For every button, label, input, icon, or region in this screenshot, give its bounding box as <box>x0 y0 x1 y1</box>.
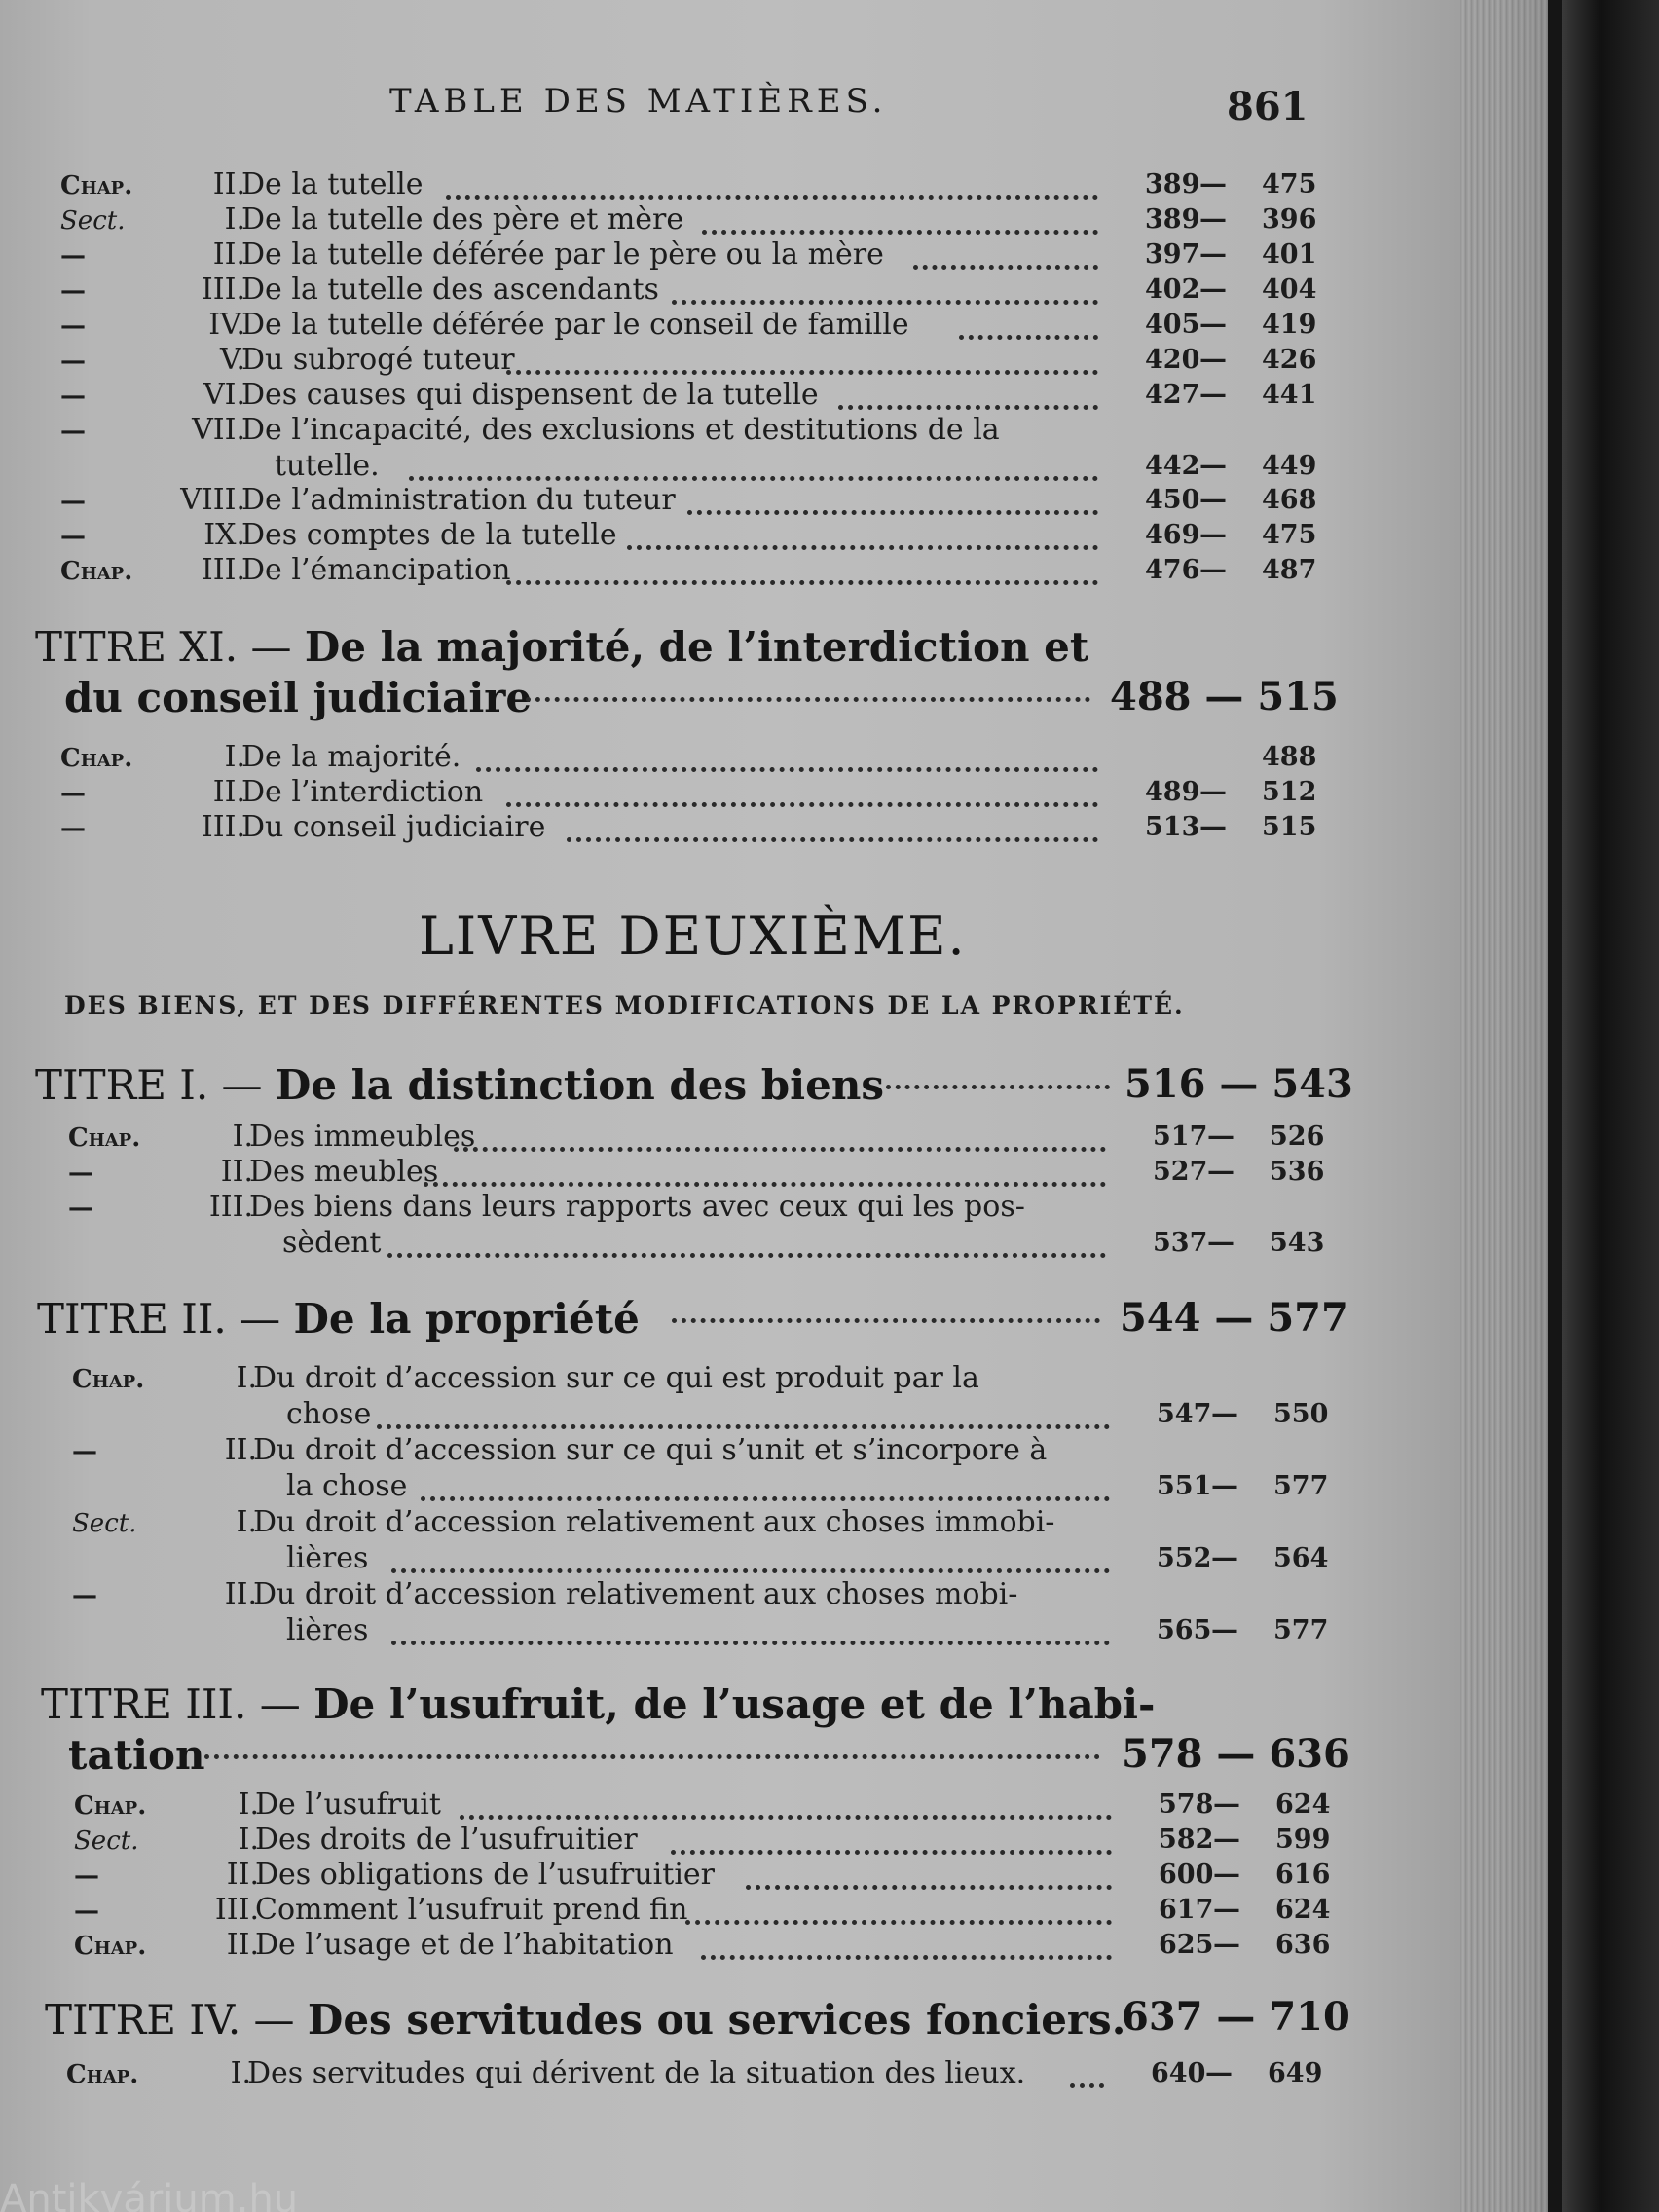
entry-title: Des droits de l’usufruitier <box>255 1823 638 1857</box>
leader-dots <box>506 349 1099 375</box>
entry-title: Du droit d’accession relativement aux choses mobi- <box>253 1577 1018 1611</box>
page-edges <box>1460 0 1548 2212</box>
page-end: 616 <box>1275 1860 1331 1890</box>
entry-number: II. <box>224 1433 257 1467</box>
entry-kind: — <box>68 1194 93 1223</box>
toc-entry <box>12 1361 1375 1431</box>
leader-dots <box>838 384 1099 410</box>
page-range-dash: — <box>1213 1928 1240 1960</box>
leader-dots <box>671 1828 1113 1855</box>
titre-xi-pages: 488 — 515 <box>1110 674 1339 719</box>
titre-iv-label: TITRE IV. — <box>45 1996 295 2044</box>
page-end: 624 <box>1275 1895 1331 1925</box>
page-start: 450 <box>1145 485 1200 515</box>
leader-dots <box>391 1547 1110 1573</box>
entry-number: VIII. <box>180 483 245 517</box>
leader-dots <box>506 559 1099 585</box>
toc-entry <box>12 1505 1375 1575</box>
leader-dots <box>391 1619 1110 1645</box>
toc-entry <box>0 740 1363 775</box>
book-spine <box>1562 0 1659 2212</box>
page-start: 527 <box>1153 1157 1208 1187</box>
entry-title: Des obligations de l’usufruitier <box>255 1858 716 1892</box>
page-start: 551 <box>1157 1471 1212 1501</box>
entry-number: III. <box>201 553 245 587</box>
page-start: 442 <box>1145 451 1200 481</box>
page-start: 582 <box>1159 1825 1214 1855</box>
page-range-dash: — <box>1199 518 1227 550</box>
entry-number: V. <box>220 343 245 377</box>
toc-entry <box>0 810 1363 845</box>
titre-xi-line1: De la majorité, de l’interdiction et <box>304 623 1089 671</box>
page-start: 617 <box>1159 1895 1214 1925</box>
titre-iv-pages: 637 — 710 <box>1122 1994 1350 2040</box>
leader-dots <box>409 455 1098 481</box>
page-end: 564 <box>1273 1543 1329 1573</box>
leader-dots <box>506 781 1099 807</box>
titre-ii-label: TITRE II. — <box>37 1295 281 1343</box>
entry-kind: Chap. <box>74 1932 147 1961</box>
page-start: 389 <box>1145 204 1200 235</box>
entry-continuation: lières <box>286 1541 369 1575</box>
page-start: 397 <box>1145 240 1200 270</box>
toc-entry <box>0 483 1363 518</box>
entry-number: II. <box>212 775 245 809</box>
page-range-dash: — <box>1213 1823 1240 1855</box>
titre-ii-pages: 544 — 577 <box>1120 1295 1348 1341</box>
page-start: 565 <box>1157 1615 1212 1645</box>
leader-dots <box>460 1793 1113 1820</box>
titre-iii-line1: De l’usufruit, de l’usage et de l’habi- <box>313 1680 1156 1728</box>
entry-number: II. <box>224 1577 257 1611</box>
entry-number: I. <box>236 1361 257 1395</box>
toc-entry <box>0 238 1363 273</box>
page-range-dash: — <box>1199 483 1227 515</box>
leader-dots <box>687 489 1099 515</box>
toc-entry <box>14 1858 1377 1893</box>
entry-continuation: sèdent <box>282 1226 382 1260</box>
leader-dots <box>204 1733 1100 1759</box>
entry-kind: Chap. <box>68 1124 141 1153</box>
page-range-dash: — <box>1199 308 1227 340</box>
entry-kind: — <box>60 241 86 271</box>
leader-dots <box>746 1863 1112 1890</box>
page-start: 578 <box>1159 1789 1214 1820</box>
entry-title: De l’usufruit <box>255 1788 441 1822</box>
entry-title: De l’administration du tuteur <box>241 483 676 517</box>
entry-number: I. <box>238 1788 259 1822</box>
page-range-dash: — <box>1199 273 1227 305</box>
leader-dots <box>377 1403 1110 1429</box>
leader-dots <box>685 1899 1112 1925</box>
page-start: 552 <box>1157 1543 1212 1573</box>
leader-dots <box>913 243 1098 270</box>
entry-kind: — <box>68 1159 93 1188</box>
leader-dots <box>526 676 1090 702</box>
titre-xi-heading <box>35 623 1088 671</box>
leader-dots <box>1070 2062 1104 2088</box>
titre-ii-text: De la propriété <box>293 1295 640 1343</box>
toc-entry <box>12 1577 1375 1647</box>
entry-kind: — <box>74 1897 99 1926</box>
entry-title: De la majorité. <box>241 740 461 774</box>
page-range-dash: — <box>1211 1613 1238 1645</box>
entry-title: De la tutelle des père et mère <box>241 203 684 237</box>
titre-i-label: TITRE I. — <box>35 1061 263 1109</box>
entry-title: De la tutelle déférée par le père ou la mère <box>241 238 884 272</box>
page-range-dash: — <box>1199 449 1227 481</box>
leader-dots <box>476 746 1099 772</box>
toc-entry <box>14 1893 1377 1928</box>
page-range-dash: — <box>1211 1397 1238 1429</box>
entry-number: VII. <box>192 413 245 447</box>
entry-number: VI. <box>203 378 245 412</box>
titre-iii-line2 <box>68 1731 205 1779</box>
entry-title: Du droit d’accession sur ce qui s’unit et s’incorpore à <box>253 1433 1048 1467</box>
entry-title: Des servitudes qui dérivent de la situation des lieux. <box>247 2056 1026 2090</box>
entry-number: II. <box>212 238 245 272</box>
leader-dots <box>567 816 1099 842</box>
entry-kind: — <box>72 1581 97 1610</box>
page-end: 649 <box>1268 2058 1323 2088</box>
entry-continuation: la chose <box>286 1469 408 1503</box>
toc-entry <box>14 1788 1377 1823</box>
titre-i-text: De la distinction des biens <box>275 1061 885 1109</box>
livre-subtitle: DES BIENS, ET DES DIFFÉRENTES MODIFICATIONS DE LA PROPRIÉTÉ. <box>64 991 1185 1019</box>
toc-entry <box>0 553 1363 588</box>
page-end: 396 <box>1262 204 1317 235</box>
page-end: 426 <box>1262 345 1317 375</box>
page-range-dash: — <box>1207 1155 1235 1187</box>
titre-xi-line2 <box>64 674 532 721</box>
page-start: 489 <box>1145 777 1200 807</box>
toc-entry <box>0 378 1363 413</box>
leader-dots <box>454 1125 1107 1152</box>
titre-iii-label: TITRE III. — <box>41 1680 301 1728</box>
leader-dots <box>959 313 1099 340</box>
page-start: 547 <box>1157 1399 1212 1429</box>
entry-title: Des causes qui dispensent de la tutelle <box>241 378 819 412</box>
page-range-dash: — <box>1199 553 1227 585</box>
entry-kind: Chap. <box>60 744 133 773</box>
page-end: 512 <box>1262 777 1317 807</box>
entry-kind: — <box>60 522 86 551</box>
entry-kind: Chap. <box>66 2060 139 2089</box>
page-start: 537 <box>1153 1228 1208 1258</box>
toc-entry <box>0 775 1363 810</box>
entry-kind: Sect. <box>72 1509 137 1538</box>
page-start: 625 <box>1159 1930 1214 1960</box>
leader-dots <box>702 208 1098 235</box>
page-range-dash: — <box>1207 1120 1235 1152</box>
page-end: 624 <box>1275 1789 1331 1820</box>
entry-number: III. <box>214 1893 259 1927</box>
page-end: 550 <box>1273 1399 1329 1429</box>
entry-title: De l’émancipation <box>241 553 511 587</box>
entry-number: IV. <box>208 308 245 342</box>
entry-title: Des biens dans leurs rapports avec ceux qui les pos- <box>249 1190 1025 1224</box>
titre-xi-label: TITRE XI. — <box>35 623 292 671</box>
titre-i-pages: 516 — 543 <box>1124 1061 1353 1107</box>
toc-entry <box>0 167 1363 203</box>
page-range-dash: — <box>1199 810 1227 842</box>
page-end: 577 <box>1273 1471 1329 1501</box>
toc-entry <box>8 1190 1371 1260</box>
entry-number: I. <box>236 1505 257 1539</box>
page-number: 861 <box>1227 84 1309 129</box>
page-start: 517 <box>1153 1122 1208 1152</box>
page-range-dash: — <box>1211 1469 1238 1501</box>
toc-entry <box>0 273 1363 308</box>
entry-kind: — <box>60 276 86 306</box>
entry-title: Du subrogé tuteur <box>241 343 515 377</box>
entry-number: I. <box>224 203 245 237</box>
entry-kind: Chap. <box>60 171 133 201</box>
leader-dots <box>421 1475 1110 1501</box>
entry-title: De la tutelle des ascendants <box>241 273 659 307</box>
entry-kind: — <box>60 487 86 516</box>
leader-dots <box>672 1297 1100 1323</box>
page-range-dash: — <box>1199 378 1227 410</box>
page-start: 640 <box>1151 2058 1206 2088</box>
page-end: 401 <box>1262 240 1317 270</box>
entry-kind: Chap. <box>74 1791 147 1821</box>
entry-number: II. <box>226 1928 259 1962</box>
page-end: 526 <box>1270 1122 1325 1152</box>
toc-entry <box>14 1823 1377 1858</box>
entry-kind: Chap. <box>60 557 133 586</box>
entry-number: IX. <box>203 518 245 552</box>
page-end: 487 <box>1262 555 1317 585</box>
entry-number: III. <box>201 273 245 307</box>
entry-kind: — <box>60 417 86 446</box>
entry-title: Comment l’usufruit prend fin <box>255 1893 688 1927</box>
titre-ii-heading <box>37 1295 640 1343</box>
page-end: 475 <box>1262 169 1317 200</box>
toc-entry <box>8 1120 1371 1155</box>
entry-continuation: lières <box>286 1613 369 1647</box>
entry-number: II. <box>212 167 245 202</box>
entry-kind: Chap. <box>72 1365 145 1394</box>
entry-number: III. <box>208 1190 253 1224</box>
titre-i-heading <box>35 1061 884 1109</box>
page-end: 636 <box>1275 1930 1331 1960</box>
page-range-dash: — <box>1211 1541 1238 1573</box>
toc-entry <box>8 1155 1371 1190</box>
titre-xi-line2-text: du conseil judiciaire <box>64 674 533 721</box>
page-start: 420 <box>1145 345 1200 375</box>
page-end: 449 <box>1262 451 1317 481</box>
entry-title: Des immeubles <box>249 1120 476 1154</box>
entry-number: II. <box>220 1155 253 1189</box>
leader-dots <box>424 1161 1107 1187</box>
toc-entry <box>14 1928 1377 1963</box>
page-end: 441 <box>1262 380 1317 410</box>
entry-number: I. <box>232 1120 253 1154</box>
running-head: TABLE DES MATIÈRES. <box>389 82 888 121</box>
page-start: 513 <box>1145 812 1200 842</box>
entry-title: Des comptes de la tutelle <box>241 518 617 552</box>
page-start: 389 <box>1145 169 1200 200</box>
toc-entry <box>12 1433 1375 1503</box>
entry-number: III. <box>201 810 245 844</box>
page-range-dash: — <box>1199 343 1227 375</box>
toc-entry <box>0 413 1363 483</box>
page-end: 536 <box>1270 1157 1325 1187</box>
page-end: 419 <box>1262 310 1317 340</box>
page-range-dash: — <box>1199 775 1227 807</box>
page-end: 543 <box>1270 1228 1325 1258</box>
entry-kind: — <box>72 1437 97 1466</box>
titre-iii-pages: 578 — 636 <box>1122 1731 1350 1777</box>
page-end: 515 <box>1262 812 1317 842</box>
entry-number: I. <box>238 1823 259 1857</box>
entry-title: De l’incapacité, des exclusions et destitutions de la <box>241 413 1000 447</box>
page-range-dash: — <box>1205 2056 1233 2088</box>
page-end: 468 <box>1262 485 1317 515</box>
entry-continuation: tutelle. <box>275 449 380 483</box>
entry-title: De l’interdiction <box>241 775 484 809</box>
toc-entry <box>0 308 1363 343</box>
entry-title: Du droit d’accession sur ce qui est produit par la <box>253 1361 979 1395</box>
page-end: 488 <box>1262 742 1317 772</box>
leader-dots <box>672 278 1098 305</box>
page-start: 469 <box>1145 520 1200 550</box>
entry-number: I. <box>224 740 245 774</box>
entry-title: De la tutelle <box>241 167 424 202</box>
page-range-dash: — <box>1199 167 1227 200</box>
entry-kind: Sect. <box>74 1826 139 1856</box>
leader-dots <box>446 173 1099 200</box>
page-end: 475 <box>1262 520 1317 550</box>
entry-number: II. <box>226 1858 259 1892</box>
titre-iii-heading <box>41 1680 1155 1728</box>
titre-iv-text: Des servitudes ou services fonciers. <box>307 1996 1126 2044</box>
entry-number: I. <box>230 2056 251 2090</box>
page-end: 404 <box>1262 275 1317 305</box>
entry-kind: — <box>60 814 86 843</box>
leader-dots <box>886 1063 1110 1089</box>
toc-entry <box>0 518 1363 553</box>
toc-entry <box>6 2056 1369 2091</box>
watermark: Antikvárium.hu <box>0 2177 299 2212</box>
page-start: 476 <box>1145 555 1200 585</box>
page-range-dash: — <box>1199 203 1227 235</box>
entry-continuation: chose <box>286 1397 372 1431</box>
page-start: 427 <box>1145 380 1200 410</box>
livre-title: LIVRE DEUXIÈME. <box>419 905 967 967</box>
entry-title: De la tutelle déférée par le conseil de famille <box>241 308 909 342</box>
page-start: 402 <box>1145 275 1200 305</box>
leader-dots <box>701 1934 1113 1960</box>
toc-entry <box>0 343 1363 378</box>
entry-title: Du droit d’accession relativement aux choses immobi- <box>253 1505 1055 1539</box>
page-range-dash: — <box>1213 1893 1240 1925</box>
entry-kind: — <box>60 312 86 341</box>
leader-dots <box>627 524 1099 550</box>
page-range-dash: — <box>1207 1226 1235 1258</box>
page-end: 599 <box>1275 1825 1331 1855</box>
toc-entry <box>0 203 1363 238</box>
entry-kind: — <box>74 1862 99 1891</box>
entry-title: Des meubles <box>249 1155 439 1189</box>
entry-kind: — <box>60 382 86 411</box>
entry-title: De l’usage et de l’habitation <box>255 1928 674 1962</box>
leader-dots <box>387 1232 1106 1258</box>
page-range-dash: — <box>1213 1788 1240 1820</box>
titre-iv-heading <box>45 1996 1125 2044</box>
entry-kind: Sect. <box>60 206 126 236</box>
page-start: 600 <box>1159 1860 1214 1890</box>
page-end: 577 <box>1273 1615 1329 1645</box>
titre-iii-line2-text: tation <box>68 1731 205 1779</box>
entry-kind: — <box>60 347 86 376</box>
page-start: 405 <box>1145 310 1200 340</box>
entry-kind: — <box>60 779 86 808</box>
page-range-dash: — <box>1213 1858 1240 1890</box>
page-range-dash: — <box>1199 238 1227 270</box>
entry-title: Du conseil judiciaire <box>241 810 546 844</box>
